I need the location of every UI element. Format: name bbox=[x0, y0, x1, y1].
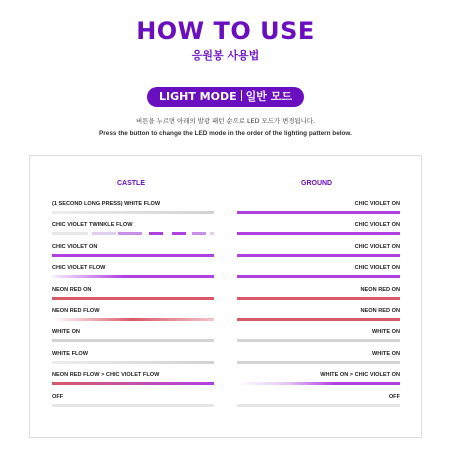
castle-pattern-label: OFF bbox=[52, 393, 64, 400]
castle-twinkle-segment bbox=[192, 232, 206, 235]
ground-pattern-label: WHITE ON bbox=[372, 329, 400, 336]
castle-twinkle-segment bbox=[172, 232, 186, 235]
ground-pattern-bar bbox=[237, 339, 400, 342]
ground-pattern-label: WHITE ON bbox=[372, 350, 400, 357]
castle-pattern-bar bbox=[52, 404, 214, 407]
castle-twinkle-segment bbox=[92, 232, 116, 235]
ground-pattern-label: CHIC VIOLET ON bbox=[354, 201, 400, 207]
castle-pattern-label: NEON RED ON bbox=[52, 286, 92, 293]
castle-pattern-label: CHIC VIOLET FLOW bbox=[52, 265, 106, 272]
castle-pattern-bar bbox=[52, 382, 214, 385]
castle-pattern-bar bbox=[52, 211, 214, 214]
castle-pattern-bar bbox=[52, 254, 214, 257]
description-korean: 버튼을 누르면 아래의 발광 패턴 순으로 LED 모드가 변경됩니다. bbox=[136, 117, 315, 125]
mode-badge bbox=[147, 87, 304, 107]
ground-pattern-bar bbox=[237, 254, 400, 257]
ground-pattern-label: CHIC VIOLET ON bbox=[354, 243, 400, 250]
ground-pattern-bar bbox=[237, 275, 400, 278]
castle-pattern-label: NEON RED FLOW > CHIC VIOLET FLOW bbox=[52, 372, 160, 379]
ground-pattern-bar bbox=[237, 382, 400, 385]
castle-twinkle-segment bbox=[118, 232, 142, 235]
description-english: Press the button to change the LED mode in the order of the lighting pattern below. bbox=[99, 130, 352, 137]
mode-label-en: LIGHT MODE bbox=[159, 90, 237, 103]
castle-heading: CASTLE bbox=[117, 180, 145, 187]
ground-pattern-bar bbox=[237, 361, 400, 364]
ground-pattern-bar bbox=[237, 232, 400, 235]
castle-twinkle-segment bbox=[149, 232, 163, 235]
ground-pattern-label: NEON RED ON bbox=[360, 286, 400, 293]
ground-pattern-bar bbox=[237, 404, 400, 407]
ground-pattern-label: WHITE ON > CHIC VIOLET ON bbox=[320, 372, 400, 379]
castle-pattern-label: (1 SECOND LONG PRESS) WHITE FLOW bbox=[52, 201, 161, 207]
castle-pattern-label: CHIC VIOLET ON bbox=[52, 243, 98, 250]
castle-pattern-bar bbox=[52, 275, 214, 278]
castle-pattern-label: WHITE ON bbox=[52, 329, 80, 336]
ground-pattern-bar bbox=[237, 297, 400, 300]
ground-pattern-label: CHIC VIOLET ON bbox=[354, 265, 400, 272]
page-title: HOW TO USE bbox=[136, 17, 315, 45]
castle-pattern-bar bbox=[52, 318, 214, 321]
castle-twinkle-segment bbox=[210, 232, 214, 235]
ground-pattern-label: CHIC VIOLET ON bbox=[354, 222, 400, 229]
castle-pattern-bar bbox=[52, 339, 214, 342]
castle-twinkle-segment bbox=[52, 232, 88, 235]
castle-pattern-label: CHIC VIOLET TWINKLE FLOW bbox=[52, 222, 133, 229]
page-subtitle: 응원봉 사용법 bbox=[191, 49, 260, 62]
castle-pattern-label: NEON RED FLOW bbox=[52, 308, 100, 314]
ground-heading: GROUND bbox=[301, 180, 333, 187]
ground-pattern-bar bbox=[237, 211, 400, 214]
mode-divider bbox=[241, 90, 242, 101]
castle-pattern-label: WHITE FLOW bbox=[52, 350, 89, 357]
castle-pattern-bar bbox=[52, 297, 214, 300]
castle-pattern-bar bbox=[52, 361, 214, 364]
mode-label-ko: 일반 모드 bbox=[245, 90, 292, 103]
ground-pattern-bar bbox=[237, 318, 400, 321]
ground-pattern-label: NEON RED ON bbox=[360, 308, 400, 314]
ground-pattern-label: OFF bbox=[388, 393, 400, 400]
